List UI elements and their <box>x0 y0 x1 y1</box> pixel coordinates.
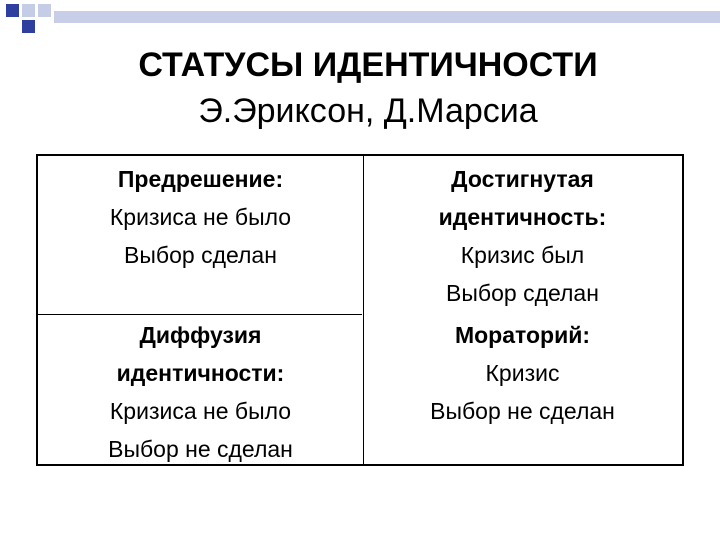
cell-line: Кризиса не было <box>109 204 292 230</box>
cell-line: Кризиса не было <box>109 398 292 424</box>
decor-square <box>6 4 19 17</box>
decor-square <box>22 4 35 17</box>
slide-subtitle: Э.Эриксон, Д.Марсиа <box>198 92 538 130</box>
cell-moratorium <box>363 316 682 430</box>
cell-achieved-identity <box>363 160 682 312</box>
cell-heading: Достигнутая <box>451 166 594 192</box>
cell-line: Кризис <box>485 360 560 386</box>
slide-title: СТАТУСЫ ИДЕНТИЧНОСТИ <box>138 46 598 84</box>
cell-heading: идентичность: <box>438 204 607 230</box>
cell-line: Кризис был <box>460 242 585 268</box>
cell-identity-diffusion <box>38 316 363 468</box>
cell-heading: идентичности: <box>116 360 285 386</box>
identity-status-table <box>36 154 684 466</box>
cell-line: Выбор не сделан <box>430 398 615 424</box>
cell-heading: Диффузия <box>139 322 262 348</box>
decorative-header <box>0 0 720 40</box>
decor-square <box>38 4 51 17</box>
decor-square <box>22 20 35 33</box>
cell-heading: Мораторий: <box>454 322 591 348</box>
cell-heading: Предрешение: <box>117 166 284 192</box>
table-horizontal-divider <box>38 314 362 315</box>
cell-foreclosure <box>38 160 363 274</box>
cell-line: Выбор сделан <box>446 280 599 306</box>
cell-line: Выбор сделан <box>124 242 277 268</box>
decor-bar <box>54 11 720 23</box>
cell-line: Выбор не сделан <box>108 436 293 462</box>
